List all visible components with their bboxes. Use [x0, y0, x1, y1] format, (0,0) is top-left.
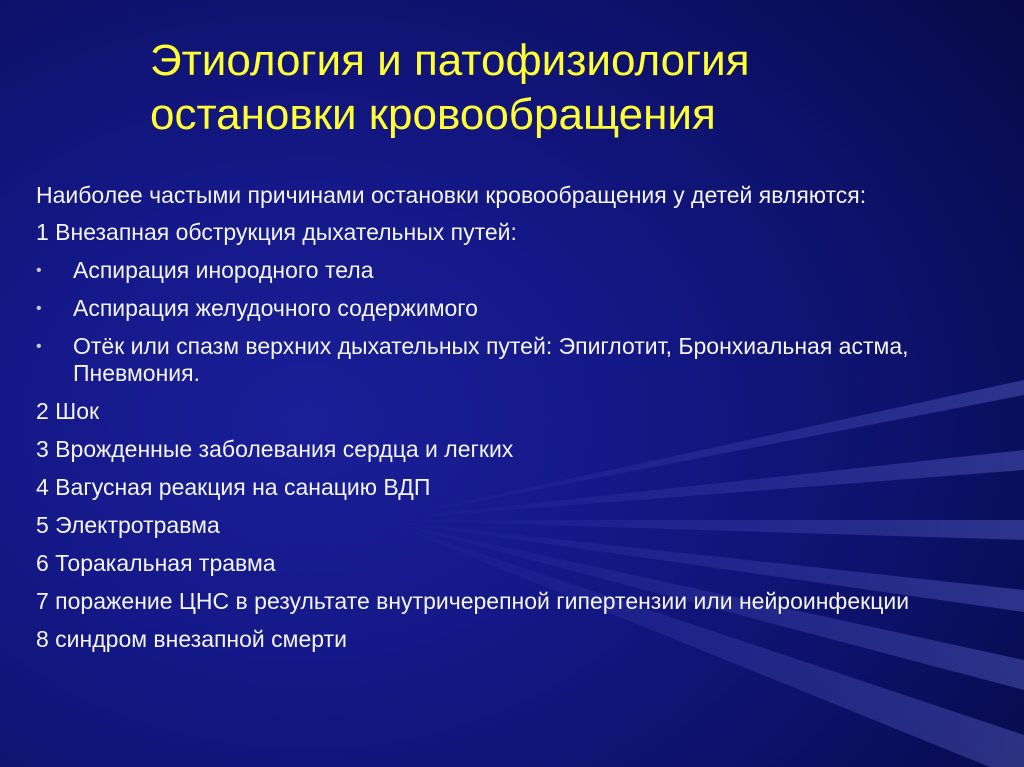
list-item: 8 синдром внезапной смерти — [36, 626, 347, 652]
sub-list-item — [36, 257, 996, 284]
sub-list-item-text: Аспирация инородного тела — [73, 257, 374, 283]
sub-list-item-text: Отёк или спазм верхних дыхательных путей: Эпиглотит, Бронхиальная астма, Пневмония. — [73, 333, 909, 386]
bullet-icon: • — [36, 338, 42, 355]
list-item: 6 Торакальная травма — [36, 550, 276, 576]
title-line-1: Этиология и патофизиология — [150, 36, 750, 85]
list-item: 1 Внезапная обструкция дыхательных путей: — [36, 219, 517, 245]
list-item: 3 Врожденные заболевания сердца и легких — [36, 436, 514, 462]
list-item: 7 поражение ЦНС в результате внутричерепной гипертензии или нейроинфекции — [36, 588, 910, 614]
list-item: 2 Шок — [36, 398, 100, 424]
slide-title — [150, 34, 910, 142]
sub-list-item — [36, 295, 996, 322]
bullet-icon: • — [36, 300, 42, 317]
list-intro: Наиболее частыми причинами остановки кровообращения у детей являются: — [36, 182, 867, 208]
list-item: 5 Электротравма — [36, 512, 220, 538]
causes-list — [36, 182, 996, 664]
title-line-2: остановки кровообращения — [150, 90, 716, 139]
sub-list-item — [36, 333, 996, 387]
bullet-icon: • — [36, 262, 42, 279]
list-item: 4 Вагусная реакция на санацию ВДП — [36, 474, 431, 500]
sub-list-item-text: Аспирация желудочного содержимого — [73, 295, 478, 321]
